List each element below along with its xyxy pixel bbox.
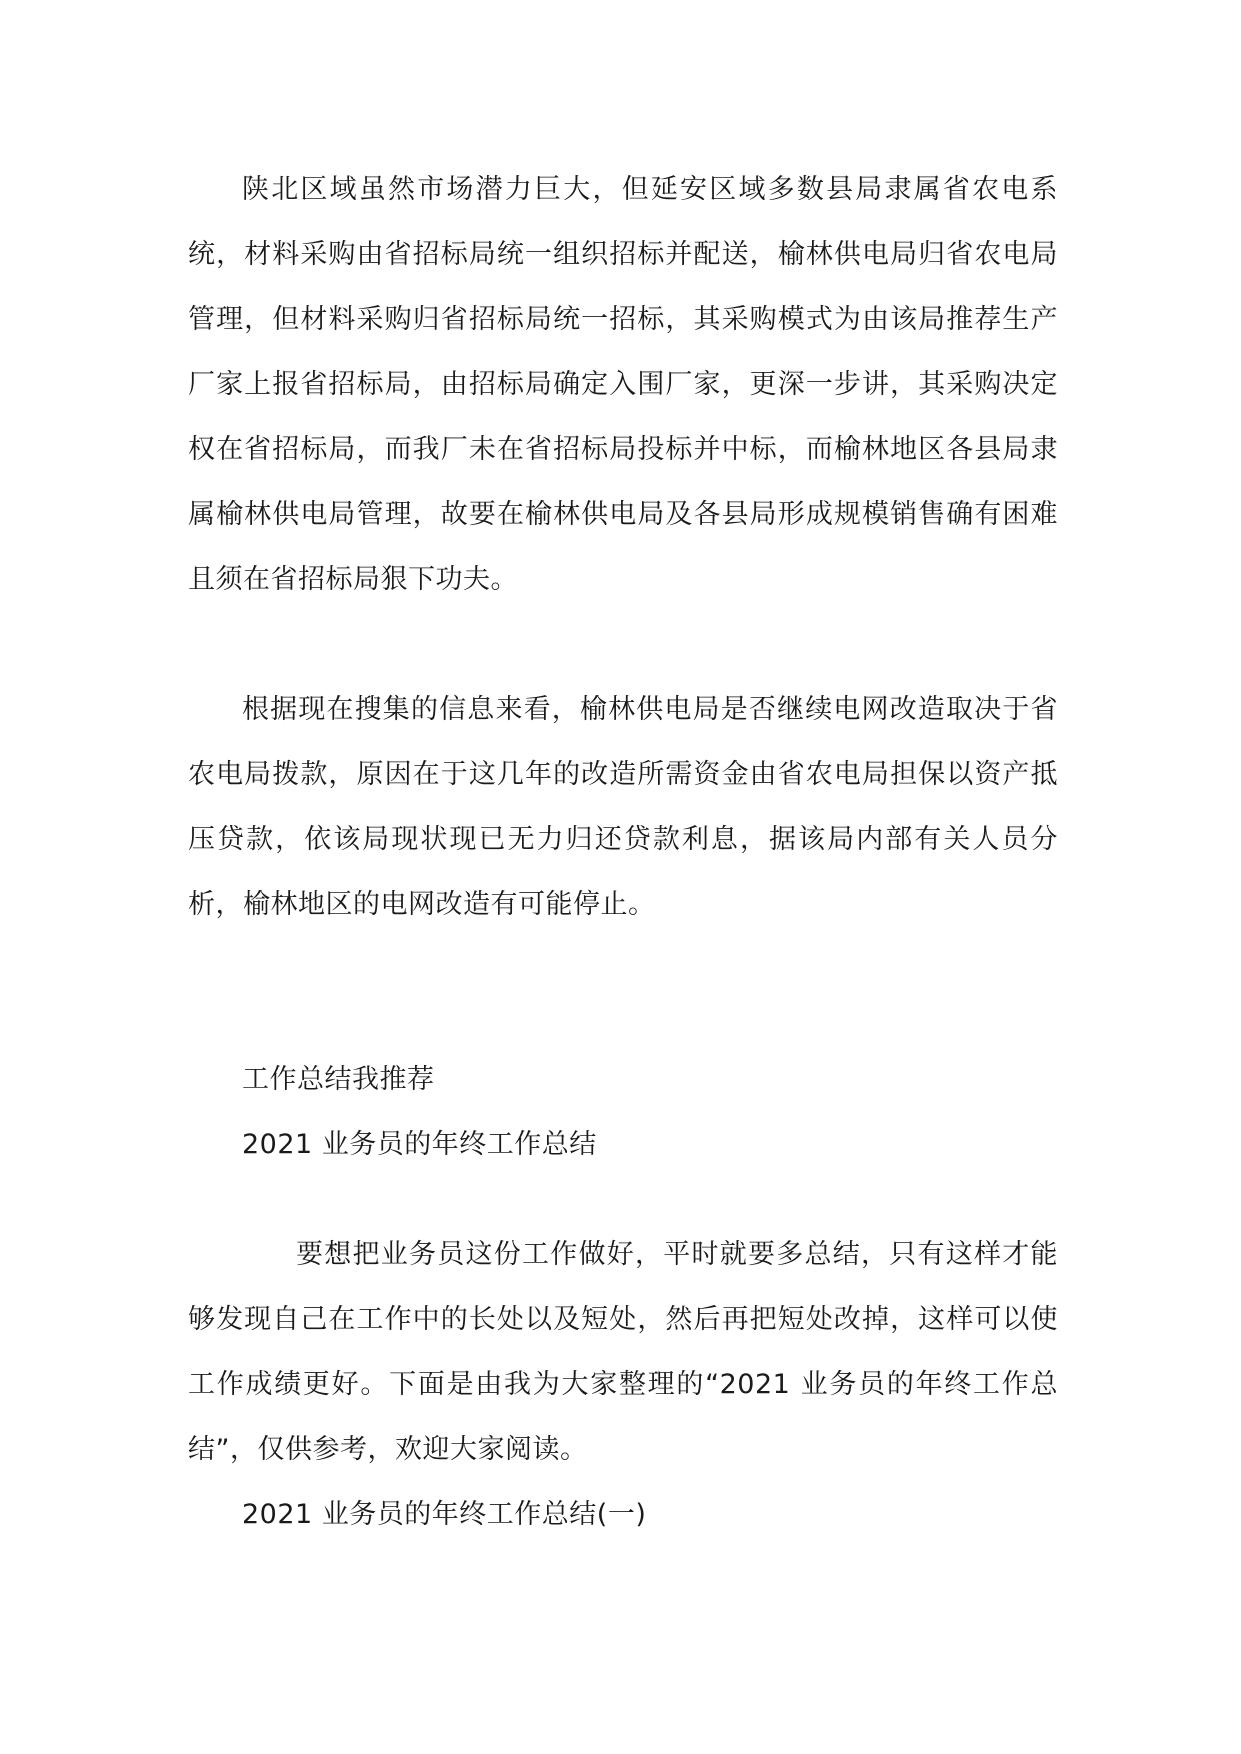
article-title: 2021 业务员的年终工作总结 <box>242 1129 597 1160</box>
paragraph-grid-renovation: 根据现在搜集的信息来看，榆林供电局是否继续电网改造取决于省农电局拨款，原因在于这几年的改造所需资金由省农电局担保以资产抵压贷款，依该局现状现已无力归还贷款利息，据该局内部有关人员分析，榆林地区的电网改造有可能停止。 <box>188 694 1058 920</box>
paragraph-spacer <box>188 612 1058 677</box>
section-title: 2021 业务员的年终工作总结(一) <box>242 1499 647 1530</box>
paragraph-market-analysis: 陕北区域虽然市场潜力巨大，但延安区域多数县局隶属省农电系统，材料采购由省招标局统一组织招标并配送，榆林供电局归省农电局管理，但材料采购归省招标局统一招标，其采购模式为由该局推荐生产厂家上报省招标局，由招标局确定入围厂家，更深一步讲，其采购决定权在省招标局，而我厂未在省招标局投标并中标，而榆林地区各县局隶属榆林供电局管理，故要在榆林供电局及各县局形成规模销售确有困难且须在省招标局狠下功夫。 <box>188 174 1058 595</box>
recommend-heading: 工作总结我推荐 <box>242 1064 435 1095</box>
document-body <box>188 157 1058 1547</box>
section-spacer <box>188 937 1058 1047</box>
title-spacer <box>188 1177 1058 1222</box>
intro-paragraph: 要想把业务员这份工作做好，平时就要多总结，只有这样才能够发现自己在工作中的长处以及短处，然后再把短处改掉，这样可以使工作成绩更好。下面是由我为大家整理的“2021 业务员的年终工作总结”，仅供参考，欢迎大家阅读。 <box>188 1239 1058 1465</box>
